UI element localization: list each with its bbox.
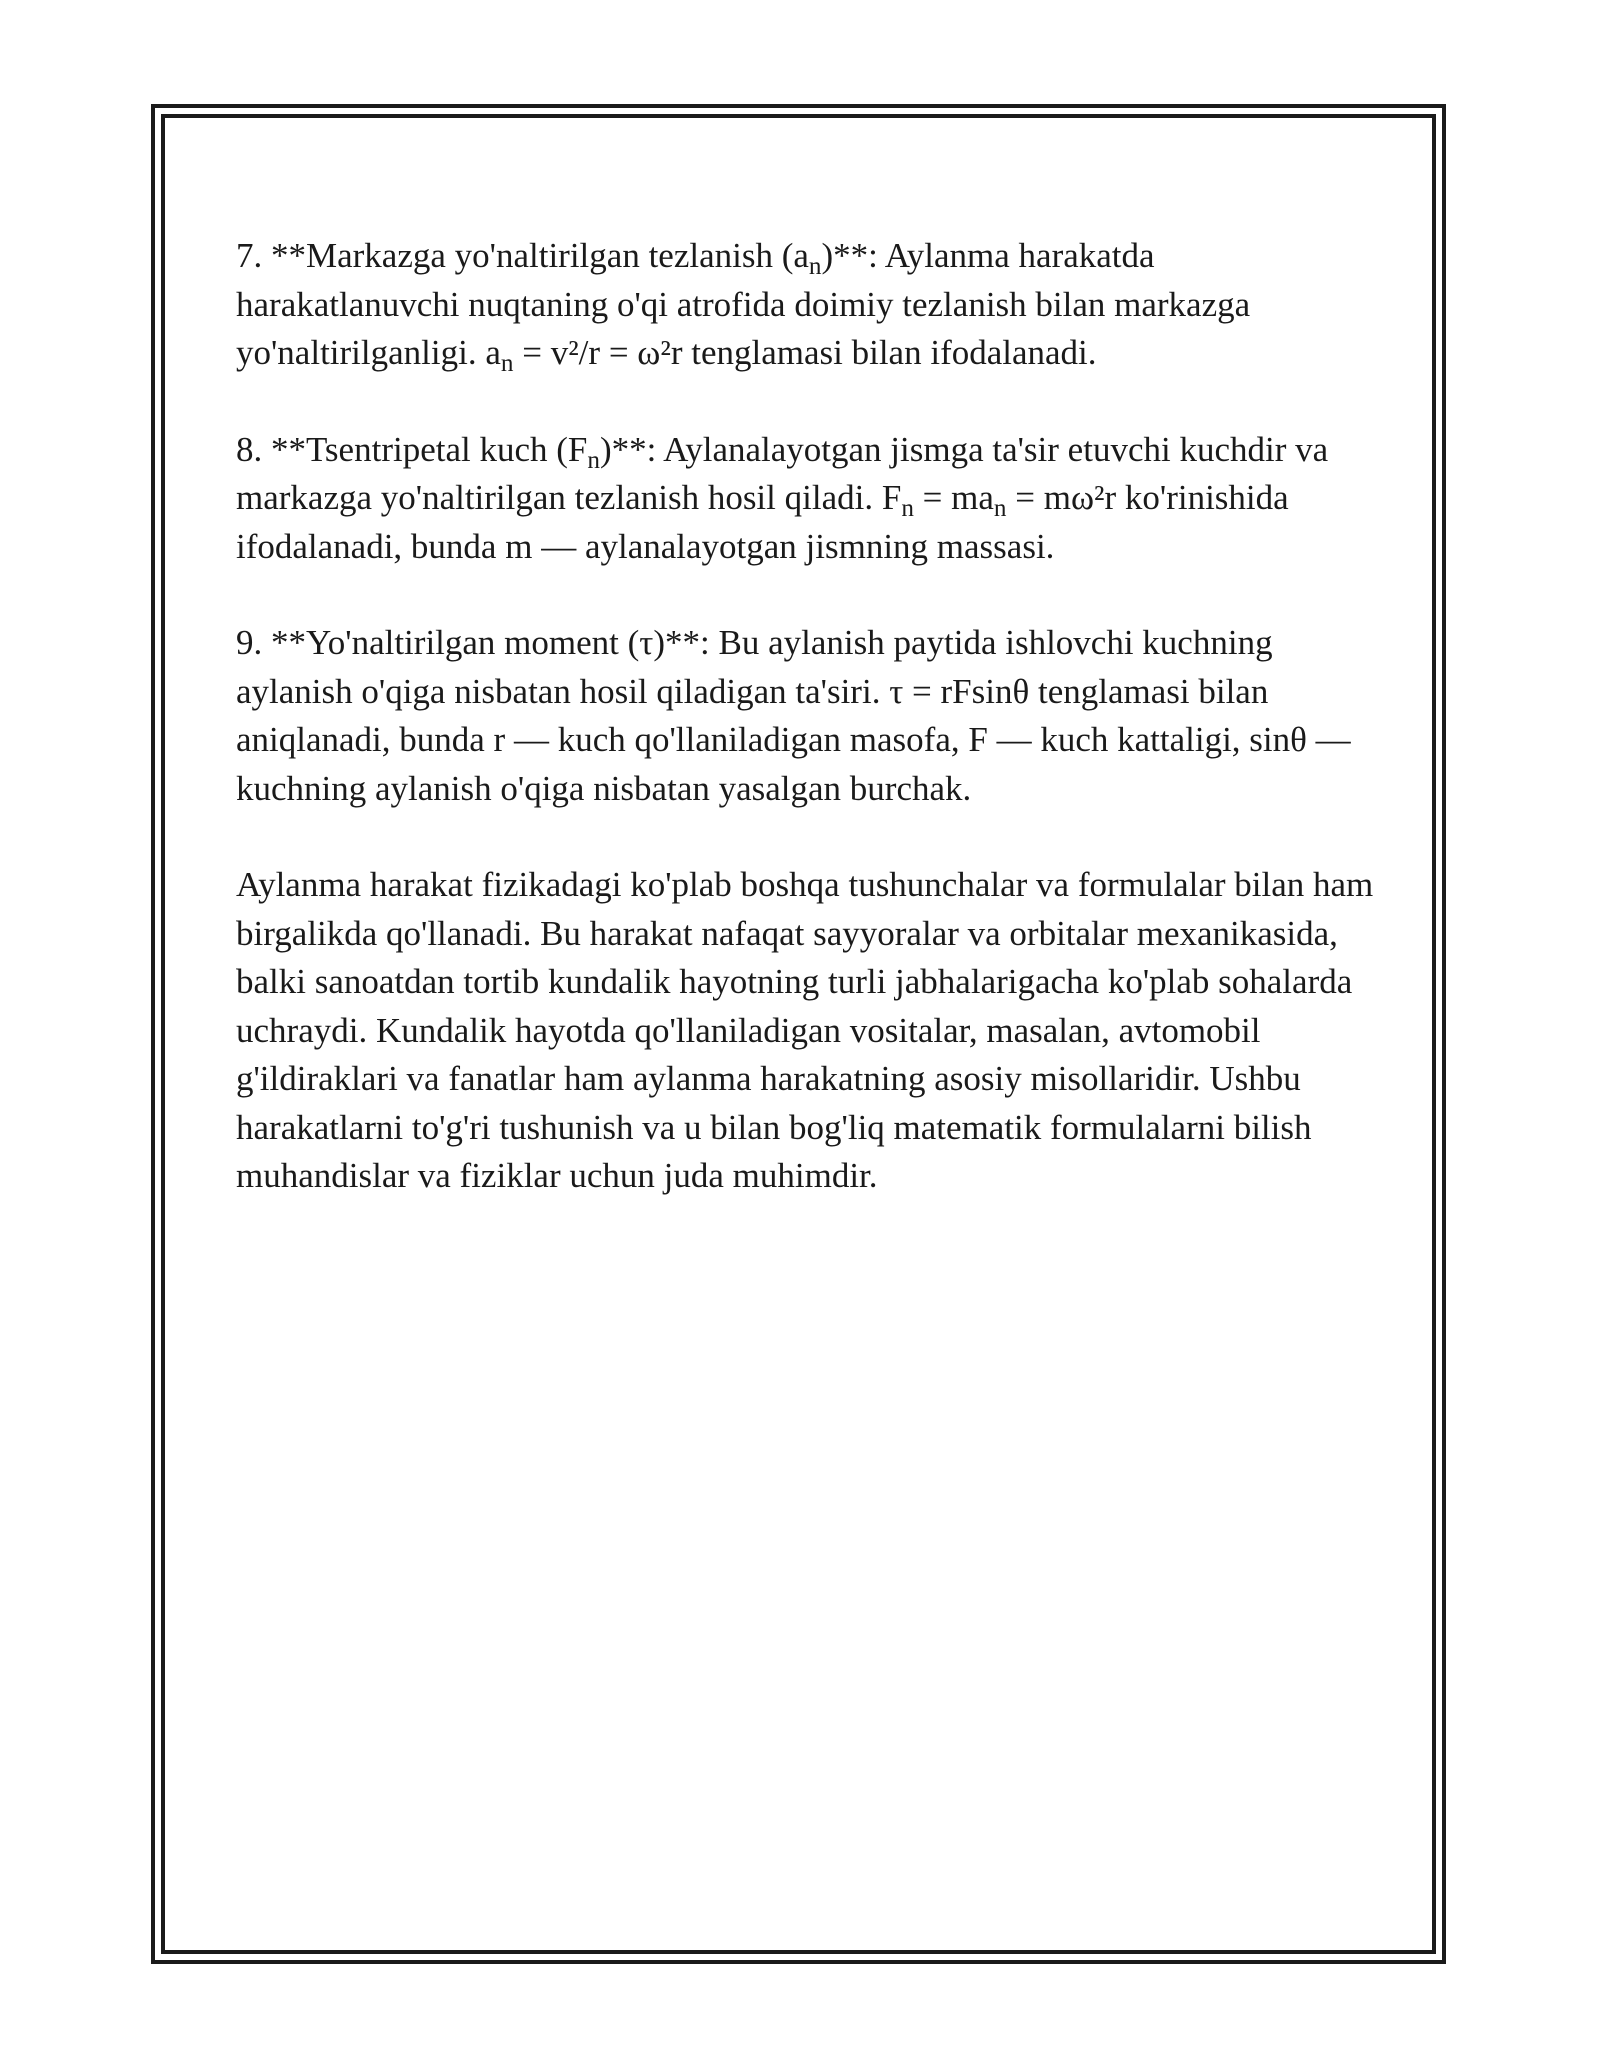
paragraph-centripetal-force: 8. **Tsentripetal kuch $(F_n)**$: Aylanalayotgan jismga ta'sir etuvchi kuchdir va markazga yo'naltirilgan tezlanish hosil qiladi. $F_n = ma_n = m\omega^2r$ ko'rinishida ifodalanadi, bunda m — aylanalayotgan jismning massasi. (236, 429, 1329, 566)
paragraph-torque: 9. **Yo'naltirilgan moment (τ)**: Bu aylanish paytida ishlovchi kuchning aylanish o'qiga nisbatan hosil qiladigan ta'siri. τ = rFsinθ tenglamasi bilan aniqlanadi, bunda r — kuch qo'llaniladigan masofa, F — kuch kattaligi, sinθ — kuchning aylanish o'qiga nisbatan yasalgan burchak. (236, 623, 1351, 808)
paragraph-centripetal-acceleration: 7. **Markazga yo'naltirilgan tezlanish $(a_n)**$: Aylanma harakatda harakatlanuvchi nuqtaning o'qi atrofida doimiy tezlanish bilan markazga yo'naltirilganligi. $a_n = v^2/r = \omega^2r$ tenglamasi bilan ifodalanadi. (236, 236, 1251, 378)
document-body (236, 232, 1386, 1249)
paragraph-conclusion: Aylanma harakat fizikadagi ko'plab boshqa tushunchalar va formulalar bilan ham birgalikda qo'llanadi. Bu harakat nafaqat sayyoralar va orbitalar mexanikasida, balki sanoatdan tortib kundalik hayotning turli jabhalarigacha ko'plab sohalarda uchraydi. Kundalik hayotda qo'llaniladigan vositalar, masalan, avtomobil g'ildiraklari va fanatlar ham aylanma harakatning asosiy misollaridir. Ushbu harakatlarni to'g'ri tushunish va u bilan bog'liq matematik formulalarni bilish muhandislar va fiziklar uchun juda muhimdir. (236, 865, 1374, 1195)
